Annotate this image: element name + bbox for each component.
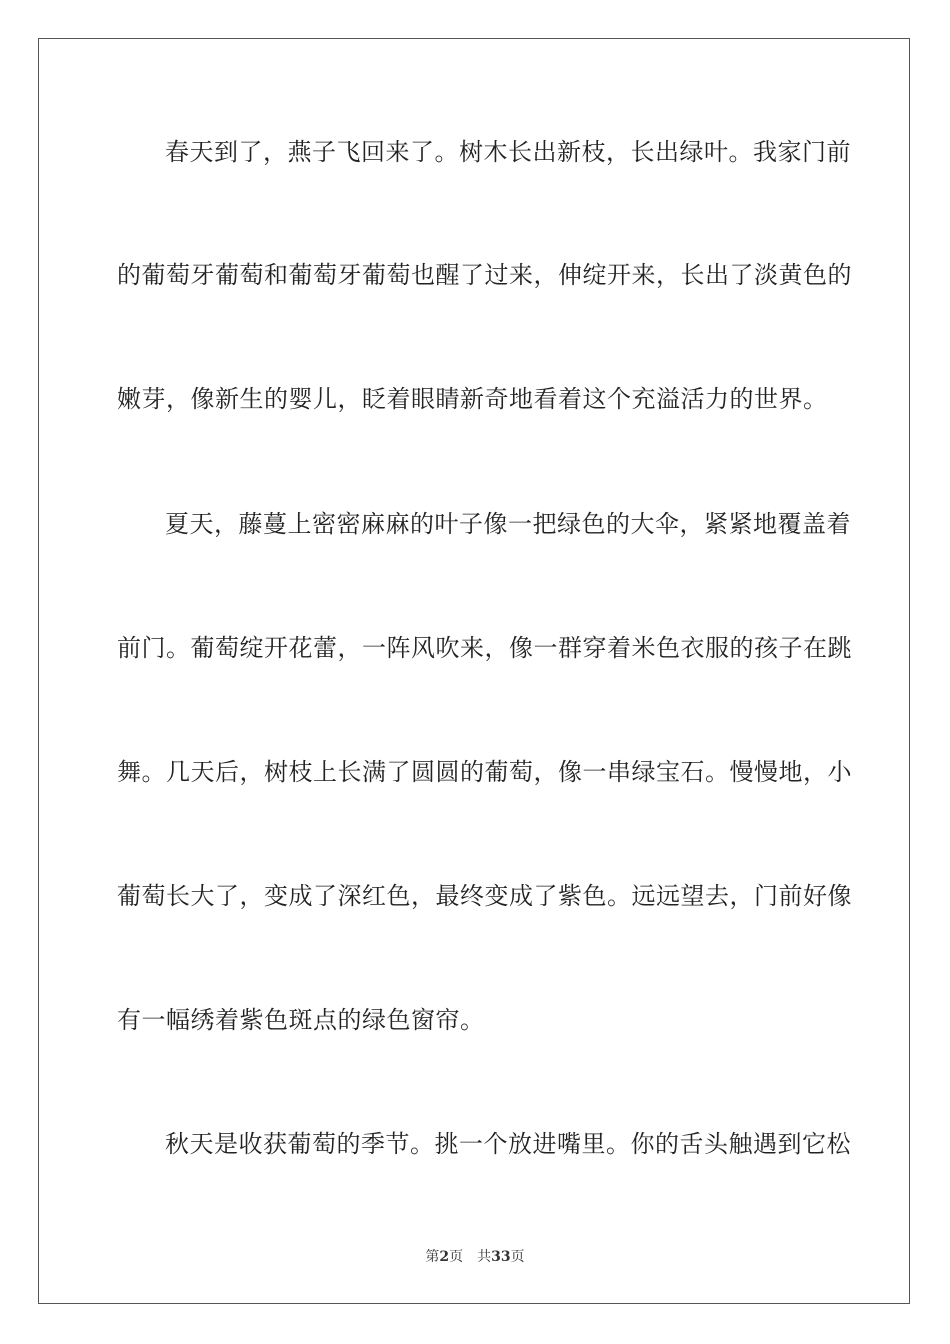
page-suffix: 页: [449, 1249, 464, 1265]
paragraph-2-line-3: 舞。几天后，树枝上长满了圆圆的葡萄，像一串绿宝石。慢慢地，小: [117, 758, 852, 786]
paragraph-2-line-2: 前门。葡萄绽开花蕾，一阵风吹来，像一群穿着米色衣服的孩子在跳: [117, 634, 852, 662]
paragraph-1-line-1: 春天到了，燕子飞回来了。树木长出新枝，长出绿叶。我家门前: [165, 138, 851, 166]
page-prefix: 第: [425, 1249, 440, 1265]
paragraph-2-line-5: 有一幅绣着紫色斑点的绿色窗帘。: [117, 1006, 485, 1034]
page-footer: [0, 1248, 950, 1266]
page-number: 2: [439, 1249, 450, 1265]
paragraph-3-line-1: 秋天是收获葡萄的季节。挑一个放进嘴里。你的舌头触遇到它松: [165, 1130, 851, 1158]
paragraph-2-line-4: 葡萄长大了，变成了深红色，最终变成了紫色。远远望去，门前好像: [117, 882, 852, 910]
paragraph-2-line-1: 夏天，藤蔓上密密麻麻的叶子像一把绿色的大伞，紧紧地覆盖着: [165, 510, 851, 538]
total-suffix: 页: [510, 1249, 525, 1265]
total-prefix: 共: [477, 1249, 492, 1265]
paragraph-1-line-2: 的葡萄牙葡萄和葡萄牙葡萄也醒了过来，伸绽开来，长出了淡黄色的: [117, 261, 852, 289]
page-border: [38, 38, 910, 1304]
paragraph-1-line-3: 嫩芽，像新生的婴儿，眨着眼睛新奇地看着这个充溢活力的世界。: [117, 385, 828, 413]
total-pages: 33: [491, 1249, 511, 1265]
